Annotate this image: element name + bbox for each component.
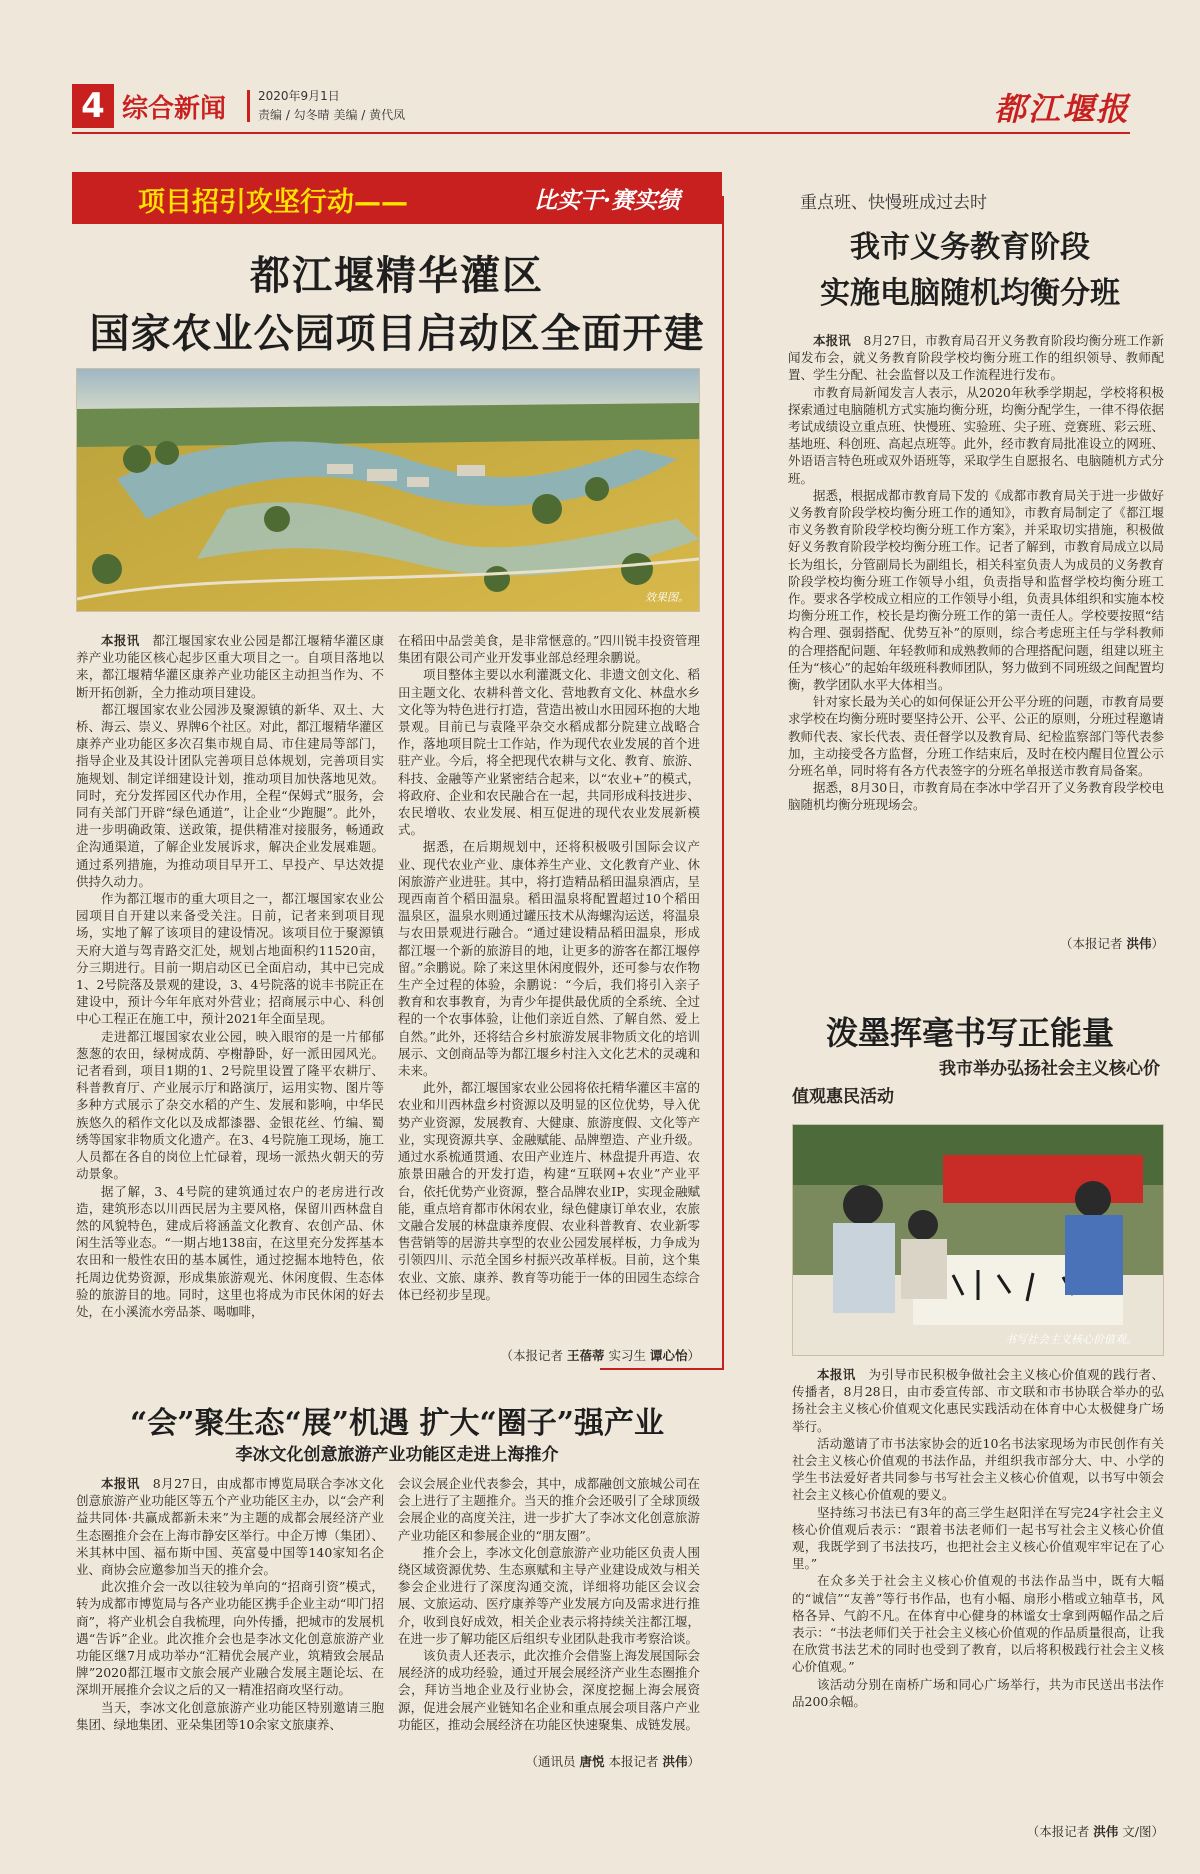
right2-subhead-line2: 值观惠民活动 [792, 1087, 894, 1107]
calligraphy-photo [792, 1124, 1164, 1356]
banner-title: 项目招引攻坚行动—— [138, 187, 408, 218]
byline-suffix: ） [1151, 936, 1164, 951]
red-frame-horizontal [600, 1368, 724, 1370]
banner-slogan: 比实干·赛实绩 [534, 187, 681, 214]
page-number: 4 [72, 84, 114, 128]
paragraph: 都江堰国家农业公园涉及聚源镇的新华、双土、大桥、海云、崇义、界牌6个社区。对此，都江堰精华灌区康养产业功能区多次召集市规自局、市住建局等部门，指导企业及其设计团队完善项目总体规划，完善项目实施规划、制定详细建设计划，推动项目加快落地见效。同时，充分发挥园区代办作用，全程“保姆式”服务，会同有关部门开辟“绿色通道”，让企业“少跑腿”。此外，进一步明确政策、送政策，提供精准对接服务，畅通政企沟通渠道，了解企业发展诉求，解决企业发展难题。通过系列措施，为推动项目早开工、早投产、早达效提供持久动力。 [76, 701, 384, 889]
byline-suffix: ） [687, 1754, 700, 1769]
dateline-tag: 本报讯 [817, 1367, 869, 1382]
paragraph: 当天，李冰文化创意旅游产业功能区特别邀请三胞集团、绿地集团、亚朵集团等10余家文旅康养、 [76, 1699, 384, 1732]
byline-reporter: 洪伟 [662, 1754, 688, 1769]
paragraph: 在稻田中品尝美食，是非常惬意的。”四川锐丰投资管理集团有限公司产业开发事业部总经理余鹏说。 [398, 633, 700, 666]
editors-credit: 责编 / 勾冬晴 美编 / 黄代凤 [258, 108, 406, 122]
paragraph: 作为都江堰市的重大项目之一，都江堰国家农业公园项目自开建以来备受关注。日前，记者来到项目现场，实地了解了该项目的建设情况。该项目位于聚源镇天府大道与驾青路交汇处，规划占地面积约11520亩，分三期进行。目前一期启动区已全面启动，其中已完成1、2号院落及景观的建设，3、4号院落的说丰书院正在建设中，预计今年年底对外营业；招商展示中心、科创中心工程正在施工中，预计2021年全面呈现。 [76, 891, 384, 1027]
section-title: 综合新闻 [122, 94, 227, 124]
right1-body [788, 332, 1164, 936]
article2-column-2 [398, 1475, 700, 1755]
masthead-rule [72, 132, 1130, 134]
byline-prefix: （本报记者 [1059, 936, 1123, 951]
right2-body [792, 1366, 1164, 1822]
byline-suffix: 文/图） [1122, 1824, 1164, 1839]
masthead [72, 84, 1130, 128]
paragraph: 走进都江堰国家农业公园，映入眼帘的是一片郁郁葱葱的农田，绿树成荫、亭榭静卧，好一派田园风光。记者看到，项目1期的1、2号院里设置了隆平农耕厅、科普教育厅、产业展示厅和路演厅，运用实物、图片等多种方式展示了杂交水稻的产生、发展和影响，中华民族悠久的稻作文化以及成都漆器、金银花丝、竹编、蜀绣等国家非物质文化遗产。在3、4号院施工现场，施工人员都在各自的岗位上忙碌着，现场一派热火朝天的劳动景象。 [76, 1028, 384, 1182]
red-frame-vertical [722, 196, 724, 1370]
lead-column-1 [76, 632, 384, 1348]
lead-byline [398, 1346, 700, 1364]
byline-reporter: 王蓓蒂 [566, 1348, 605, 1363]
paragraph: 针对家长最为关心的如何保证公开公平分班的问题，市教育局要求学校在均衡分班时要坚持公开、公平、公正的原则，分班过程邀请教师代表、家长代表、责任督学以及教育局、纪检监察部门等代表参加，主动接受各方监督，分班工作结束后，及时在校内醒目位置公示分班名单，同时将有各方代表签字的分班名单报送市教育局备案。 [788, 694, 1164, 779]
lead-headline-line2: 国家农业公园项目启动区全面开建 [89, 310, 705, 357]
dateline-tag: 本报讯 [813, 333, 864, 348]
byline-reporter: 洪伟 [1126, 936, 1152, 951]
dateline-tag: 本报讯 [101, 633, 153, 648]
byline-role: 本报记者 [608, 1754, 659, 1769]
paragraph: 会议会展企业代表参会，其中，成都融创文旅城公司在会上进行了主题推介。当天的推介会还吸引了全球顶级会展企业的高度关注，进一步扩大了李冰文化创意旅游产业功能区和参展企业的“朋友圈”。 [398, 1476, 700, 1543]
byline-prefix: （通讯员 [525, 1754, 576, 1769]
byline-suffix: ） [687, 1348, 700, 1363]
paragraph: 坚持练习书法已有3年的高三学生赵阳洋在写完24字社会主义核心价值观后表示：“跟着书法老师们一起书写社会主义核心价值观，我既学到了书法技巧，也把社会主义核心价值观牢牢记在了心里。” [792, 1504, 1164, 1572]
paragraph: 据悉，根据成都市教育局下发的《成都市教育局关于进一步做好义务教育阶段学校均衡分班工作的通知》，市教育局制定了《都江堰市义务教育阶段学校均衡分班工作方案》，并采取切实措施，积极做好义务教育阶段学校均衡分班工作。记者了解到，市教育局成立以局长为组长，分管副局长为副组长，相关科室负责人为成员的义务教育阶段学校均衡分班工作领导小组，负责指导和监督学校均衡分班工作。要求各学校成立相应的工作领导小组，负责具体组织和实施本校均衡分班工作，校长是均衡分班工作的第一责任人。学校要按照“结构合理、强弱搭配、优势互补”的原则，综合考虑班主任与学科教师的合理搭配问题、年轻教师和成熟教师的合理搭配问题，组建以班主任为“核心”的起始年级班科教师团队，努力做到不同班级之间配置均衡，教学团队水平大体相当。 [788, 487, 1164, 693]
newspaper-logo: 都江堰报 [993, 90, 1130, 128]
byline-reporter: 洪伟 [1093, 1824, 1119, 1839]
paragraph: 该负责人还表示，此次推介会借鉴上海发展国际会展经济的成功经验，通过开展会展经济产业生态圈推介会，拜访当地企业及行业协会，深度挖掘上海会展资源，促进会展产业链知名企业和重点展会项目落户产业功能区，推动会展经济在功能区快速聚集、成链发展。 [398, 1648, 700, 1732]
paragraph: 项目整体主要以水利灌溉文化、非遗文创文化、稻田主题文化、农耕科普文化、营地教育文化、林盘水乡文化等为特色进行打造，营造出被山水田园环抱的大地景观。目前已与袁隆平杂交水稻成都分院建立战略合作，落地项目院士工作站，作为现代农业发展的首个进驻产业。今后，将全把现代农耕与文化、教育、旅游、科技、金融等产业紧密结合起来，以“农业+”的模式，将政府、企业和农民融合在一起，共同形成科技进步、农民增收、农业发展、相互促进的现代农业发展新模式。 [398, 667, 700, 838]
paragraph: 本报讯 8月27日，由成都市博览局联合李冰文化创意旅游产业功能区等五个产业功能区主办，以“会产利益共同体·共赢成都新未来”为主题的成都会展经济产业生态圈推介会在上海市静安区举行。中企万博（集团）、米其林中国、福布斯中国、英富曼中国等140家知名企业、商协会应邀参加当天的推介会。 [76, 1476, 384, 1578]
paragraph: 市教育局新闻发言人表示，从2020年秋季学期起，学校将积极探索通过电脑随机方式实施均衡分班，均衡分配学生，一律不得依据考试成绩设立重点班、快慢班、实验班、尖子班、竞赛班、彩云班、基地班、科创班、高起点班等。此外，经市教育局批准设立的网班、外语语言特色班或双外语班等，采取学生自愿报名、电脑随机方式分班。 [788, 384, 1164, 486]
issue-date: 2020年9月1日 [258, 89, 340, 103]
article2-headline: “会”聚生态“展”机遇 扩大“圈子”强产业 [130, 1406, 664, 1441]
paragraph: 本报讯 8月27日，市教育局召开义务教育阶段均衡分班工作新闻发布会，就义务教育阶段学校均衡分班工作的组织领导、教师配置、学生分配、社会监督以及工作流程进行发布。 [788, 333, 1164, 383]
paragraph: 此外，都江堰国家农业公园将依托精华灌区丰富的农业和川西林盘乡村资源以及明显的区位优势，导入优势产业资源，发展教育、大健康、旅游度假、文化等产业，实现资源共享、金融赋能、品牌塑造、产业升级。通过水系梳通贯通、农田产业连片、林盘提升再造、农旅景田融合的开发打造，构建“互联网+农业”产业平台，依托优势产业资源，整合品牌农业IP，实现金融赋能，重点培育都市休闲农业，绿色健康订单农业，农旅文融合发展的林盘康养度假、农业科普教育、农业新零售营销等的居游共享型的农业公园发展样板，力争成为引领四川、示范全国乡村振兴改革样板。目前，这个集农业、文旅、康养、教育等功能于一体的田园生态综合体已经初步呈现。 [398, 1080, 700, 1302]
byline-correspondent: 唐悦 [579, 1754, 605, 1769]
dateline-tag: 本报讯 [101, 1476, 153, 1491]
paragraph: 该活动分别在南桥广场和同心广场举行，共为市民送出书法作品200余幅。 [792, 1676, 1164, 1709]
paragraph: 据悉，在后期规划中，还将积极吸引国际会议产业、现代农业产业、康体养生产业、文化教育产业、休闲旅游产业进驻。其中，将打造精品稻田温泉酒店，呈现西南首个稻田温泉。稻田温泉将配置超过10个稻田温泉区，温泉水则通过罐压技术从海螺沟运送，将温泉与农田景观进行融合。“通过建设精品稻田温泉，形成都江堰一个新的旅游目的地，让更多的游客在都江堰停留。”余鹏说。除了来这里休闲度假外，还可参与农作物生产全过程的体验，余鹏说：“今后，我们将引入亲子教育和农事教育，为青少年提供最优质的全系统、全过程的一个农事体验，让他们亲近自然、了解自然、爱上自然。”此外，还将结合乡村旅游发展非物质文化的培训展示、文创商品等为都江堰乡村注入文化艺术的灵魂和未来。 [398, 839, 700, 1079]
byline-role: 实习生 [608, 1348, 646, 1363]
right2-byline [792, 1822, 1164, 1840]
paragraph: 此次推介会一改以往较为单向的“招商引资”模式，转为成都市博览局与各产业功能区携手企业主动“叩门招商”，将产业机会自我梳理，向外传播，把城市的发展机遇“告诉”企业。此次推介会也是李冰文化创意旅游产业功能区继7月成功举办“汇精优会展产业，筑精致会展品牌”2020都江堰市文旅会展产业融合发展主题论坛、在深圳开展推介会议之后的又一精准招商攻坚行动。 [76, 1579, 384, 1698]
right1-headline-line1: 我市义务教育阶段 [850, 230, 1090, 265]
paragraph: 推介会上，李冰文化创意旅游产业功能区负责人围绕区域资源优势、生态禀赋和主导产业建设成效与相关参会企业进行了深度沟通交流，详细将功能区会议会展、文旅运动、医疗康养等产业发展方向及需求进行推介，收到良好成效，相关企业表示将持续关注都江堰，在进一步了解功能区后组织专业团队赴我市考察洽谈。 [398, 1544, 700, 1646]
paragraph: 本报讯 都江堰国家农业公园是都江堰精华灌区康养产业功能区核心起步区重大项目之一。自项目落地以来，都江堰精华灌区康养产业功能区主动担当作为、不断开拓创新，全力推动项目建设。 [76, 633, 384, 700]
park-rendering-photo [76, 368, 700, 612]
paragraph: 在众多关于社会主义核心价值观的书法作品当中，既有大幅的“诚信”“友善”等行书作品，也有小幅、扇形小楷或立轴草书，风格各异、气韵不凡。在体育中心健身的林谧女士拿到两幅作品之后表示：“书法老师们关于社会主义核心价值观的作品质量很高，让我在欣赏书法艺术的同时也受到了教育，以后将积极践行社会主义核心价值观。” [792, 1573, 1164, 1675]
paragraph: 据悉，8月30日，市教育局在李冰中学召开了义务教育段学校电脑随机均衡分班现场会。 [788, 780, 1164, 813]
byline-intern: 谭心怡 [649, 1348, 688, 1363]
masthead-divider [247, 90, 250, 122]
campaign-banner [72, 172, 722, 224]
park-photo-caption: 效果图。 [645, 591, 689, 604]
right2-headline: 泼墨挥毫书写正能量 [825, 1014, 1114, 1052]
byline-prefix: （本报记者 [500, 1348, 563, 1363]
article2-byline [398, 1752, 700, 1770]
right2-subhead-line1: 我市举办弘扬社会主义核心价 [939, 1059, 1160, 1079]
byline-prefix: （本报记者 [1026, 1824, 1090, 1839]
lead-headline-line1: 都江堰精华灌区 [250, 252, 544, 299]
paragraph: 活动邀请了市书法家协会的近10名书法家现场为市民创作有关社会主义核心价值观的书法作品，并组织我市部分大、中、小学的学生书法爱好者共同参与书写社会主义核心价值观，以书写中领会社会主义核心价值观的要义。 [792, 1435, 1164, 1503]
article2-column-1 [76, 1475, 384, 1775]
article2-subhead: 李冰文化创意旅游产业功能区走进上海推介 [235, 1445, 559, 1465]
paragraph: 本报讯 为引导市民积极争做社会主义核心价值观的践行者、传播者，8月28日，由市委宣传部、市文联和市书协联合举办的弘扬社会主义核心价值观文化惠民实践活动在体育中心太极健身广场举行。 [792, 1367, 1164, 1434]
calligraphy-photo-caption: 书写社会主义核心价值观。 [1005, 1333, 1137, 1346]
lead-column-2 [398, 632, 700, 1348]
right1-headline-line2: 实施电脑随机均衡分班 [820, 276, 1120, 311]
right1-kicker: 重点班、快慢班成过去时 [800, 193, 987, 213]
paragraph: 据了解，3、4号院的建筑通过农户的老房进行改造，建筑形态以川西民居为主要风格，保留川西林盘自然的风貌特色，建成后将涵盖文化教育、农创产品、休闲生活等业态。“一期占地138亩，在这里充分发挥基本农田和一般性农田的基本属性，通过挖掘本地特色，依托周边优势资源，形成集旅游观光、休闲度假、生态体验的旅游目的地。同时，这里也将成为市民休闲的好去处，在小溪流水旁品茶、喝咖啡， [76, 1183, 384, 1319]
right1-byline [788, 934, 1164, 952]
